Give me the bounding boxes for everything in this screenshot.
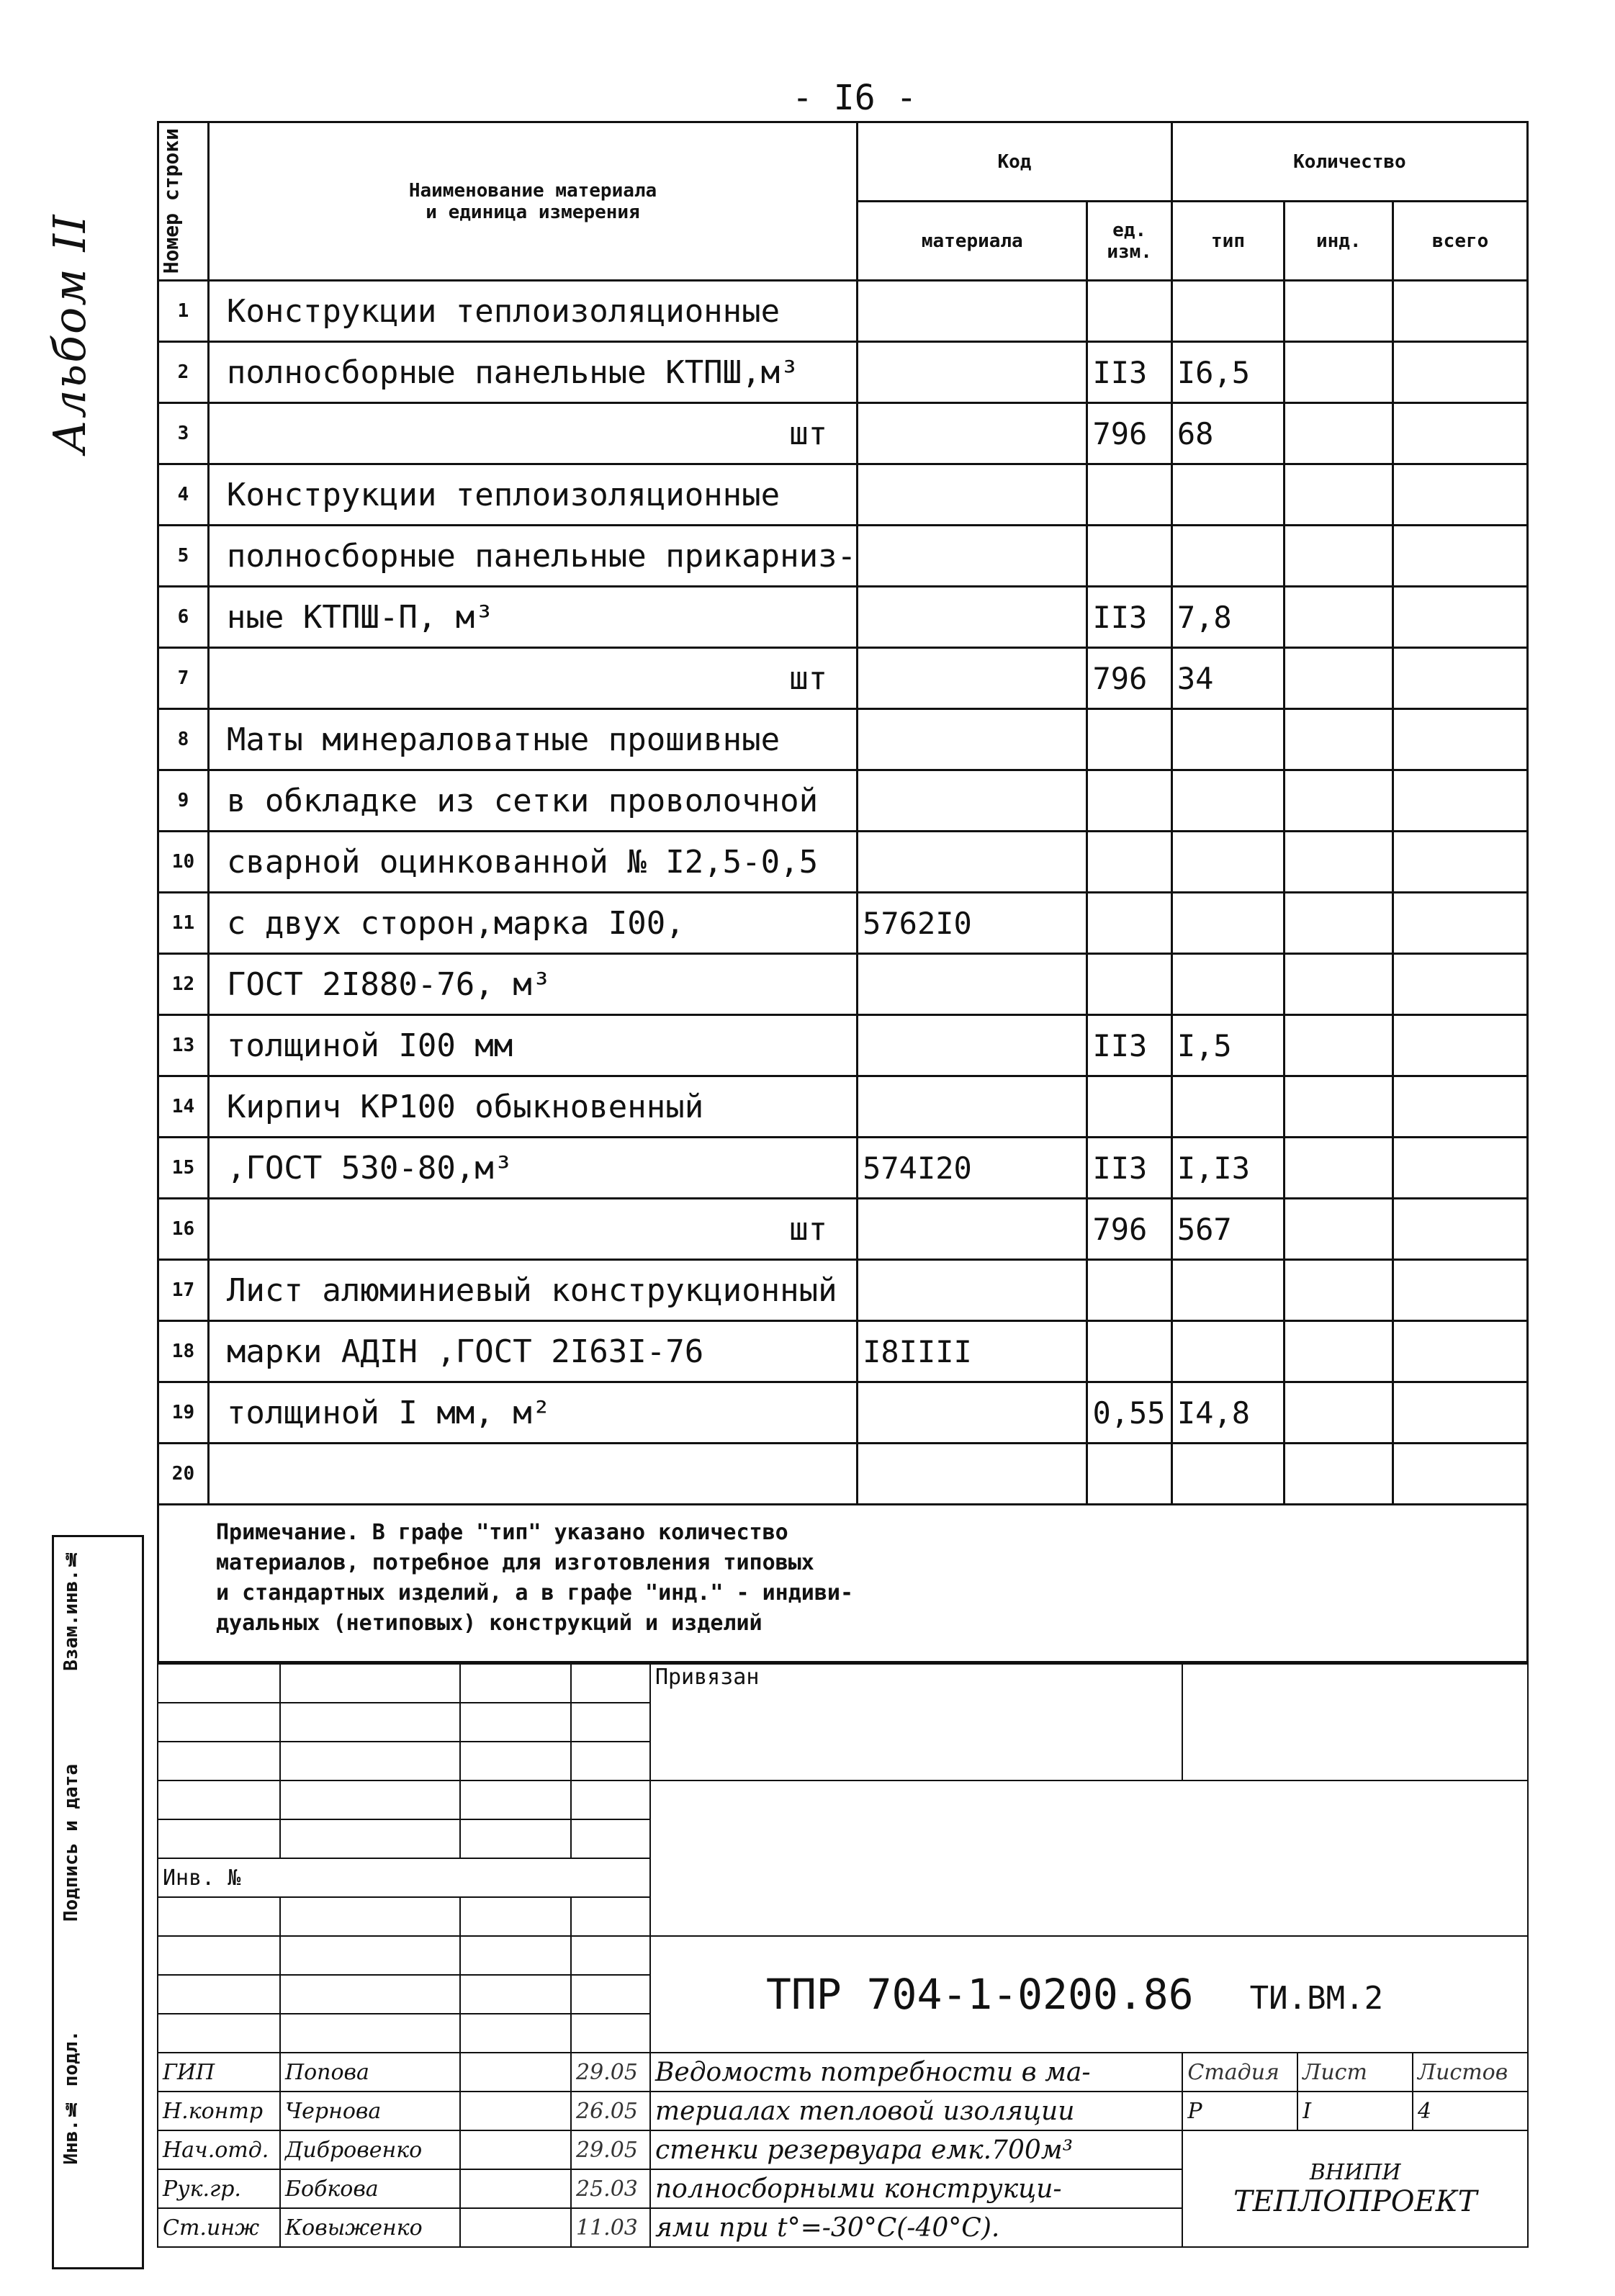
row-number: 19 [158, 1382, 209, 1444]
unit-code [1087, 1260, 1171, 1321]
qty-type: I4,8 [1171, 1382, 1284, 1444]
row-number: 3 [158, 403, 209, 464]
qty-ind [1285, 281, 1393, 342]
row-number: 13 [158, 1015, 209, 1076]
material-code [858, 342, 1087, 403]
qty-type: I,5 [1171, 1015, 1284, 1076]
qty-ind [1285, 1321, 1393, 1382]
table-row [158, 1321, 1528, 1382]
qty-ind [1285, 342, 1393, 403]
unit-code [1087, 1321, 1171, 1382]
signer-role: Нач.отд. [158, 2130, 280, 2169]
table-row [158, 1199, 1528, 1260]
qty-total [1393, 526, 1528, 587]
row-number: 7 [158, 648, 209, 709]
qty-total [1393, 587, 1528, 648]
signer-date: 26.05 [571, 2092, 650, 2130]
margin-label-replace: Взам.инв.№ [60, 1548, 82, 1671]
row-number: 16 [158, 1199, 209, 1260]
material-name: полносборные панельные КТПШ,м³ [208, 342, 857, 403]
qty-total [1393, 648, 1528, 709]
qty-type [1171, 1260, 1284, 1321]
material-name: с двух сторон,марка I00, [208, 893, 857, 954]
header-row-no: Номер строки [158, 122, 209, 281]
qty-total [1393, 954, 1528, 1015]
qty-total [1393, 1076, 1528, 1138]
qty-type: 34 [1171, 648, 1284, 709]
stage-label: Стадия [1182, 2053, 1297, 2092]
qty-ind [1285, 1199, 1393, 1260]
qty-total [1393, 1260, 1528, 1321]
row-number: 20 [158, 1444, 209, 1505]
material-name: Лист алюминиевый конструкционный [208, 1260, 857, 1321]
table-row [158, 709, 1528, 770]
qty-total [1393, 709, 1528, 770]
material-name: полносборные панельные прикарниз- [208, 526, 857, 587]
signer-date: 29.05 [571, 2053, 650, 2092]
material-name: марки АДIН ,ГОСТ 2I63I-76 [208, 1321, 857, 1382]
row-number: 12 [158, 954, 209, 1015]
qty-type [1171, 1321, 1284, 1382]
unit-code: II3 [1087, 1015, 1171, 1076]
table-row [158, 1382, 1528, 1444]
header-qty-type: тип [1171, 202, 1284, 281]
material-code: 5762I0 [858, 893, 1087, 954]
material-name: Кирпич КР100 обыкновенный [208, 1076, 857, 1138]
qty-ind [1285, 770, 1393, 832]
material-name: Конструкции теплоизоляционные [208, 281, 857, 342]
material-name: шт [208, 648, 857, 709]
unit-code: II3 [1087, 587, 1171, 648]
unit-code [1087, 526, 1171, 587]
qty-ind [1285, 464, 1393, 526]
qty-ind [1285, 587, 1393, 648]
unit-code [1087, 281, 1171, 342]
qty-ind [1285, 954, 1393, 1015]
qty-ind [1285, 1382, 1393, 1444]
material-code: 574I20 [858, 1138, 1087, 1199]
sheet-value: I [1297, 2092, 1413, 2130]
row-number: 2 [158, 342, 209, 403]
header-qty-total: всего [1393, 202, 1528, 281]
qty-ind [1285, 709, 1393, 770]
signer-signature [460, 2130, 571, 2169]
header-quantity: Количество [1171, 122, 1527, 202]
qty-total [1393, 1138, 1528, 1199]
signer-signature [460, 2169, 571, 2208]
qty-ind [1285, 1015, 1393, 1076]
material-code [858, 770, 1087, 832]
header-name: Наименование материала и единица измерения [208, 122, 857, 281]
material-name: шт [208, 1199, 857, 1260]
qty-total [1393, 1199, 1528, 1260]
qty-ind [1285, 403, 1393, 464]
qty-total [1393, 403, 1528, 464]
signer-role: Рук.гр. [158, 2169, 280, 2208]
qty-type [1171, 832, 1284, 893]
row-number: 15 [158, 1138, 209, 1199]
sheets-value: 4 [1413, 2092, 1528, 2130]
material-name: сварной оцинкованной № I2,5-0,5 [208, 832, 857, 893]
header-code-unit: ед. изм. [1087, 202, 1171, 281]
unit-code: II3 [1087, 1138, 1171, 1199]
row-number: 1 [158, 281, 209, 342]
signer-name: Дибровенко [280, 2130, 460, 2169]
qty-total [1393, 281, 1528, 342]
qty-ind [1285, 1076, 1393, 1138]
qty-total [1393, 1444, 1528, 1505]
qty-total [1393, 893, 1528, 954]
unit-code [1087, 1444, 1171, 1505]
signer-row [158, 2092, 1528, 2130]
unit-code: 796 [1087, 403, 1171, 464]
org-line-1: ВНИПИ [1309, 2159, 1401, 2185]
signer-signature [460, 2053, 571, 2092]
material-name: шт [208, 403, 857, 464]
sheet-label: Лист [1297, 2053, 1413, 2092]
unit-code: 796 [1087, 648, 1171, 709]
qty-type [1171, 1444, 1284, 1505]
row-number: 8 [158, 709, 209, 770]
qty-ind [1285, 1444, 1393, 1505]
document-title-line: териалах тепловой изоляции [650, 2092, 1182, 2130]
unit-code [1087, 954, 1171, 1015]
material-code [858, 1382, 1087, 1444]
material-name: в обкладке из сетки проволочной [208, 770, 857, 832]
document-title-line: стенки резервуара емк.700м³ [650, 2130, 1182, 2169]
row-number: 10 [158, 832, 209, 893]
table-row [158, 464, 1528, 526]
unit-code: 796 [1087, 1199, 1171, 1260]
signer-name: Чернова [280, 2092, 460, 2130]
qty-ind [1285, 1138, 1393, 1199]
signer-date: 29.05 [571, 2130, 650, 2169]
header-code: Код [858, 122, 1172, 202]
qty-total [1393, 770, 1528, 832]
signer-signature [460, 2208, 571, 2247]
table-row [158, 403, 1528, 464]
signer-date: 25.03 [571, 2169, 650, 2208]
material-name: Конструкции теплоизоляционные [208, 464, 857, 526]
sheets-label: Листов [1413, 2053, 1528, 2092]
material-code [858, 1444, 1087, 1505]
qty-ind [1285, 526, 1393, 587]
table-row [158, 832, 1528, 893]
qty-type: I6,5 [1171, 342, 1284, 403]
material-code [858, 526, 1087, 587]
margin-label-inv: Инв.№ подл. [60, 2030, 82, 2165]
margin-label-sign: Подпись и дата [60, 1764, 82, 1922]
qty-total [1393, 1015, 1528, 1076]
row-number: 4 [158, 464, 209, 526]
qty-ind [1285, 648, 1393, 709]
unit-code [1087, 464, 1171, 526]
signer-signature [460, 2092, 571, 2130]
material-code [858, 587, 1087, 648]
material-code [858, 403, 1087, 464]
qty-type [1171, 281, 1284, 342]
row-number: 18 [158, 1321, 209, 1382]
album-label: Альбом II [43, 213, 96, 454]
table-row [158, 1444, 1528, 1505]
qty-type: 68 [1171, 403, 1284, 464]
page-number: - I6 - [792, 78, 917, 118]
header-code-material: материала [858, 202, 1087, 281]
qty-type [1171, 1076, 1284, 1138]
signer-name: Попова [280, 2053, 460, 2092]
row-number: 9 [158, 770, 209, 832]
organization [1182, 2130, 1528, 2247]
signer-row [158, 2053, 1528, 2092]
qty-total [1393, 1382, 1528, 1444]
signer-name: Бобкова [280, 2169, 460, 2208]
table-row [158, 1076, 1528, 1138]
signer-row [158, 2130, 1528, 2169]
material-code [858, 1260, 1087, 1321]
unit-code [1087, 893, 1171, 954]
row-number: 6 [158, 587, 209, 648]
document-title-line: ями при t°=-30°С(-40°С). [650, 2208, 1182, 2247]
material-code [858, 464, 1087, 526]
signer-name: Ковыженко [280, 2208, 460, 2247]
material-code: I8IIII [858, 1321, 1087, 1382]
row-number: 11 [158, 893, 209, 954]
material-code [858, 281, 1087, 342]
table-row [158, 954, 1528, 1015]
material-name: Маты минераловатные прошивные [208, 709, 857, 770]
qty-type [1171, 464, 1284, 526]
row-number: 17 [158, 1260, 209, 1321]
unit-code [1087, 709, 1171, 770]
qty-type [1171, 954, 1284, 1015]
table-row [158, 893, 1528, 954]
material-code [858, 709, 1087, 770]
table-row [158, 648, 1528, 709]
qty-ind [1285, 893, 1393, 954]
material-code [858, 1076, 1087, 1138]
qty-ind [1285, 832, 1393, 893]
signer-role: Н.контр [158, 2092, 280, 2130]
unit-code [1087, 832, 1171, 893]
table-row [158, 587, 1528, 648]
table-row [158, 342, 1528, 403]
unit-code [1087, 770, 1171, 832]
row-number: 5 [158, 526, 209, 587]
header-qty-ind: инд. [1285, 202, 1393, 281]
table-row [158, 526, 1528, 587]
table-row [158, 1260, 1528, 1321]
doc-code: ТПР 704-1-0200.86 [765, 1970, 1194, 2019]
document-title-line: Ведомость потребности в ма- [650, 2053, 1182, 2092]
qty-total [1393, 342, 1528, 403]
material-name: толщиной I мм, м² [208, 1382, 857, 1444]
material-name [208, 1444, 857, 1505]
doc-suffix: ТИ.ВМ.2 [1249, 1980, 1384, 2017]
table-row [158, 770, 1528, 832]
qty-type: I,I3 [1171, 1138, 1284, 1199]
qty-type [1171, 709, 1284, 770]
qty-total [1393, 464, 1528, 526]
material-code [858, 832, 1087, 893]
material-code [858, 1015, 1087, 1076]
qty-total [1393, 1321, 1528, 1382]
qty-ind [1285, 1260, 1393, 1321]
title-block [157, 1663, 1529, 2248]
qty-type [1171, 770, 1284, 832]
stage-value: Р [1182, 2092, 1297, 2130]
material-name: ГОСТ 2I880-76, м³ [208, 954, 857, 1015]
unit-code: 0,55 [1087, 1382, 1171, 1444]
material-name: ,ГОСТ 530-80,м³ [208, 1138, 857, 1199]
signer-date: 11.03 [571, 2208, 650, 2247]
material-name: толщиной I00 мм [208, 1015, 857, 1076]
row-number: 14 [158, 1076, 209, 1138]
table-row [158, 1138, 1528, 1199]
signer-role: ГИП [158, 2053, 280, 2092]
materials-table [157, 121, 1529, 1505]
unit-code: II3 [1087, 342, 1171, 403]
org-line-2: ТЕПЛОПРОЕКТ [1233, 2184, 1477, 2218]
note: Примечание. В графе "тип" указано количество материалов, потребное для изготовления типовых и стандартных изделий, а в графе "инд." - индиви- дуальных (нетиповых) конструкций и изделий [216, 1520, 854, 1636]
qty-total [1393, 832, 1528, 893]
unit-code [1087, 1076, 1171, 1138]
qty-type: 567 [1171, 1199, 1284, 1260]
attached-label: Привязан [650, 1664, 1182, 1780]
material-code [858, 954, 1087, 1015]
material-name: ные КТПШ-П, м³ [208, 587, 857, 648]
table-row [158, 281, 1528, 342]
qty-type [1171, 526, 1284, 587]
material-code [858, 648, 1087, 709]
qty-type [1171, 893, 1284, 954]
inv-no-label: Инв. № [158, 1858, 650, 1897]
document-title-line: полносборными конструкци- [650, 2169, 1182, 2208]
material-code [858, 1199, 1087, 1260]
table-row [158, 1015, 1528, 1076]
qty-type: 7,8 [1171, 587, 1284, 648]
signer-role: Ст.инж [158, 2208, 280, 2247]
